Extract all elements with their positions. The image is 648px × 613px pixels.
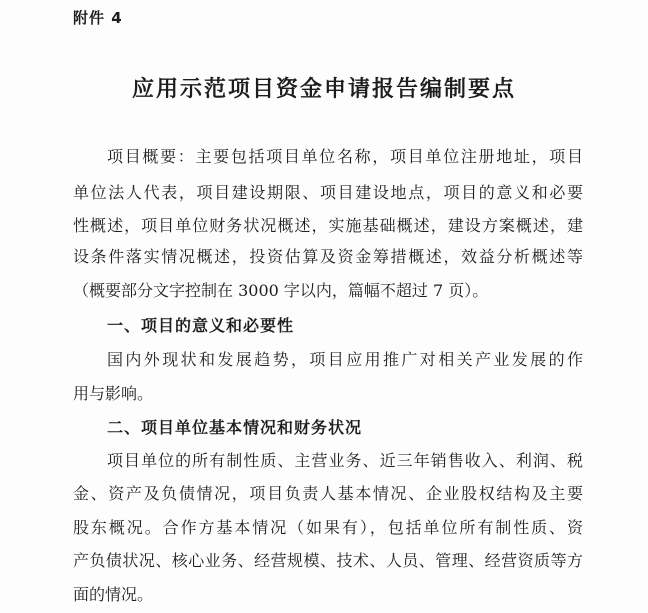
section2-line: 金、资产及负债情况，项目负责人基本情况、企业股权结构及主要	[73, 484, 583, 503]
section2-line: 面的情况。	[73, 585, 154, 604]
section2-line: 产负债状况、核心业务、经营规模、技术、人员、管理、经营资质等方	[73, 551, 583, 570]
section2-line: 股东概况。合作方基本情况（如果有），包括单位所有制性质、资	[73, 518, 583, 537]
document-title: 应用示范项目资金申请报告编制要点	[131, 77, 516, 102]
section-heading: 一、项目的意义和必要性	[107, 316, 295, 335]
attachment-label: 附件 4	[73, 9, 123, 27]
section-heading: 二、项目单位基本情况和财务状况	[107, 418, 363, 437]
overview-line: 项目概要：主要包括项目单位名称，项目单位注册地址，项目	[107, 147, 583, 166]
section1-line: 用与影响。	[73, 384, 154, 403]
section2-line: 项目单位的所有制性质、主营业务、近三年销售收入、利润、税	[107, 451, 583, 470]
overview-line: 设条件落实情况概述，投资估算及资金筹措概述，效益分析概述等	[73, 247, 583, 266]
overview-line: 单位法人代表，项目建设期限、项目建设地点，项目的意义和必要	[73, 183, 583, 202]
overview-line: 性概述，项目单位财务状况概述，实施基础概述，建设方案概述，建	[73, 216, 583, 235]
overview-line: （概要部分文字控制在 3000 字以内，篇幅不超过 7 页）。	[73, 281, 489, 300]
section1-line: 国内外现状和发展趋势，项目应用推广对相关产业发展的作	[107, 350, 583, 369]
